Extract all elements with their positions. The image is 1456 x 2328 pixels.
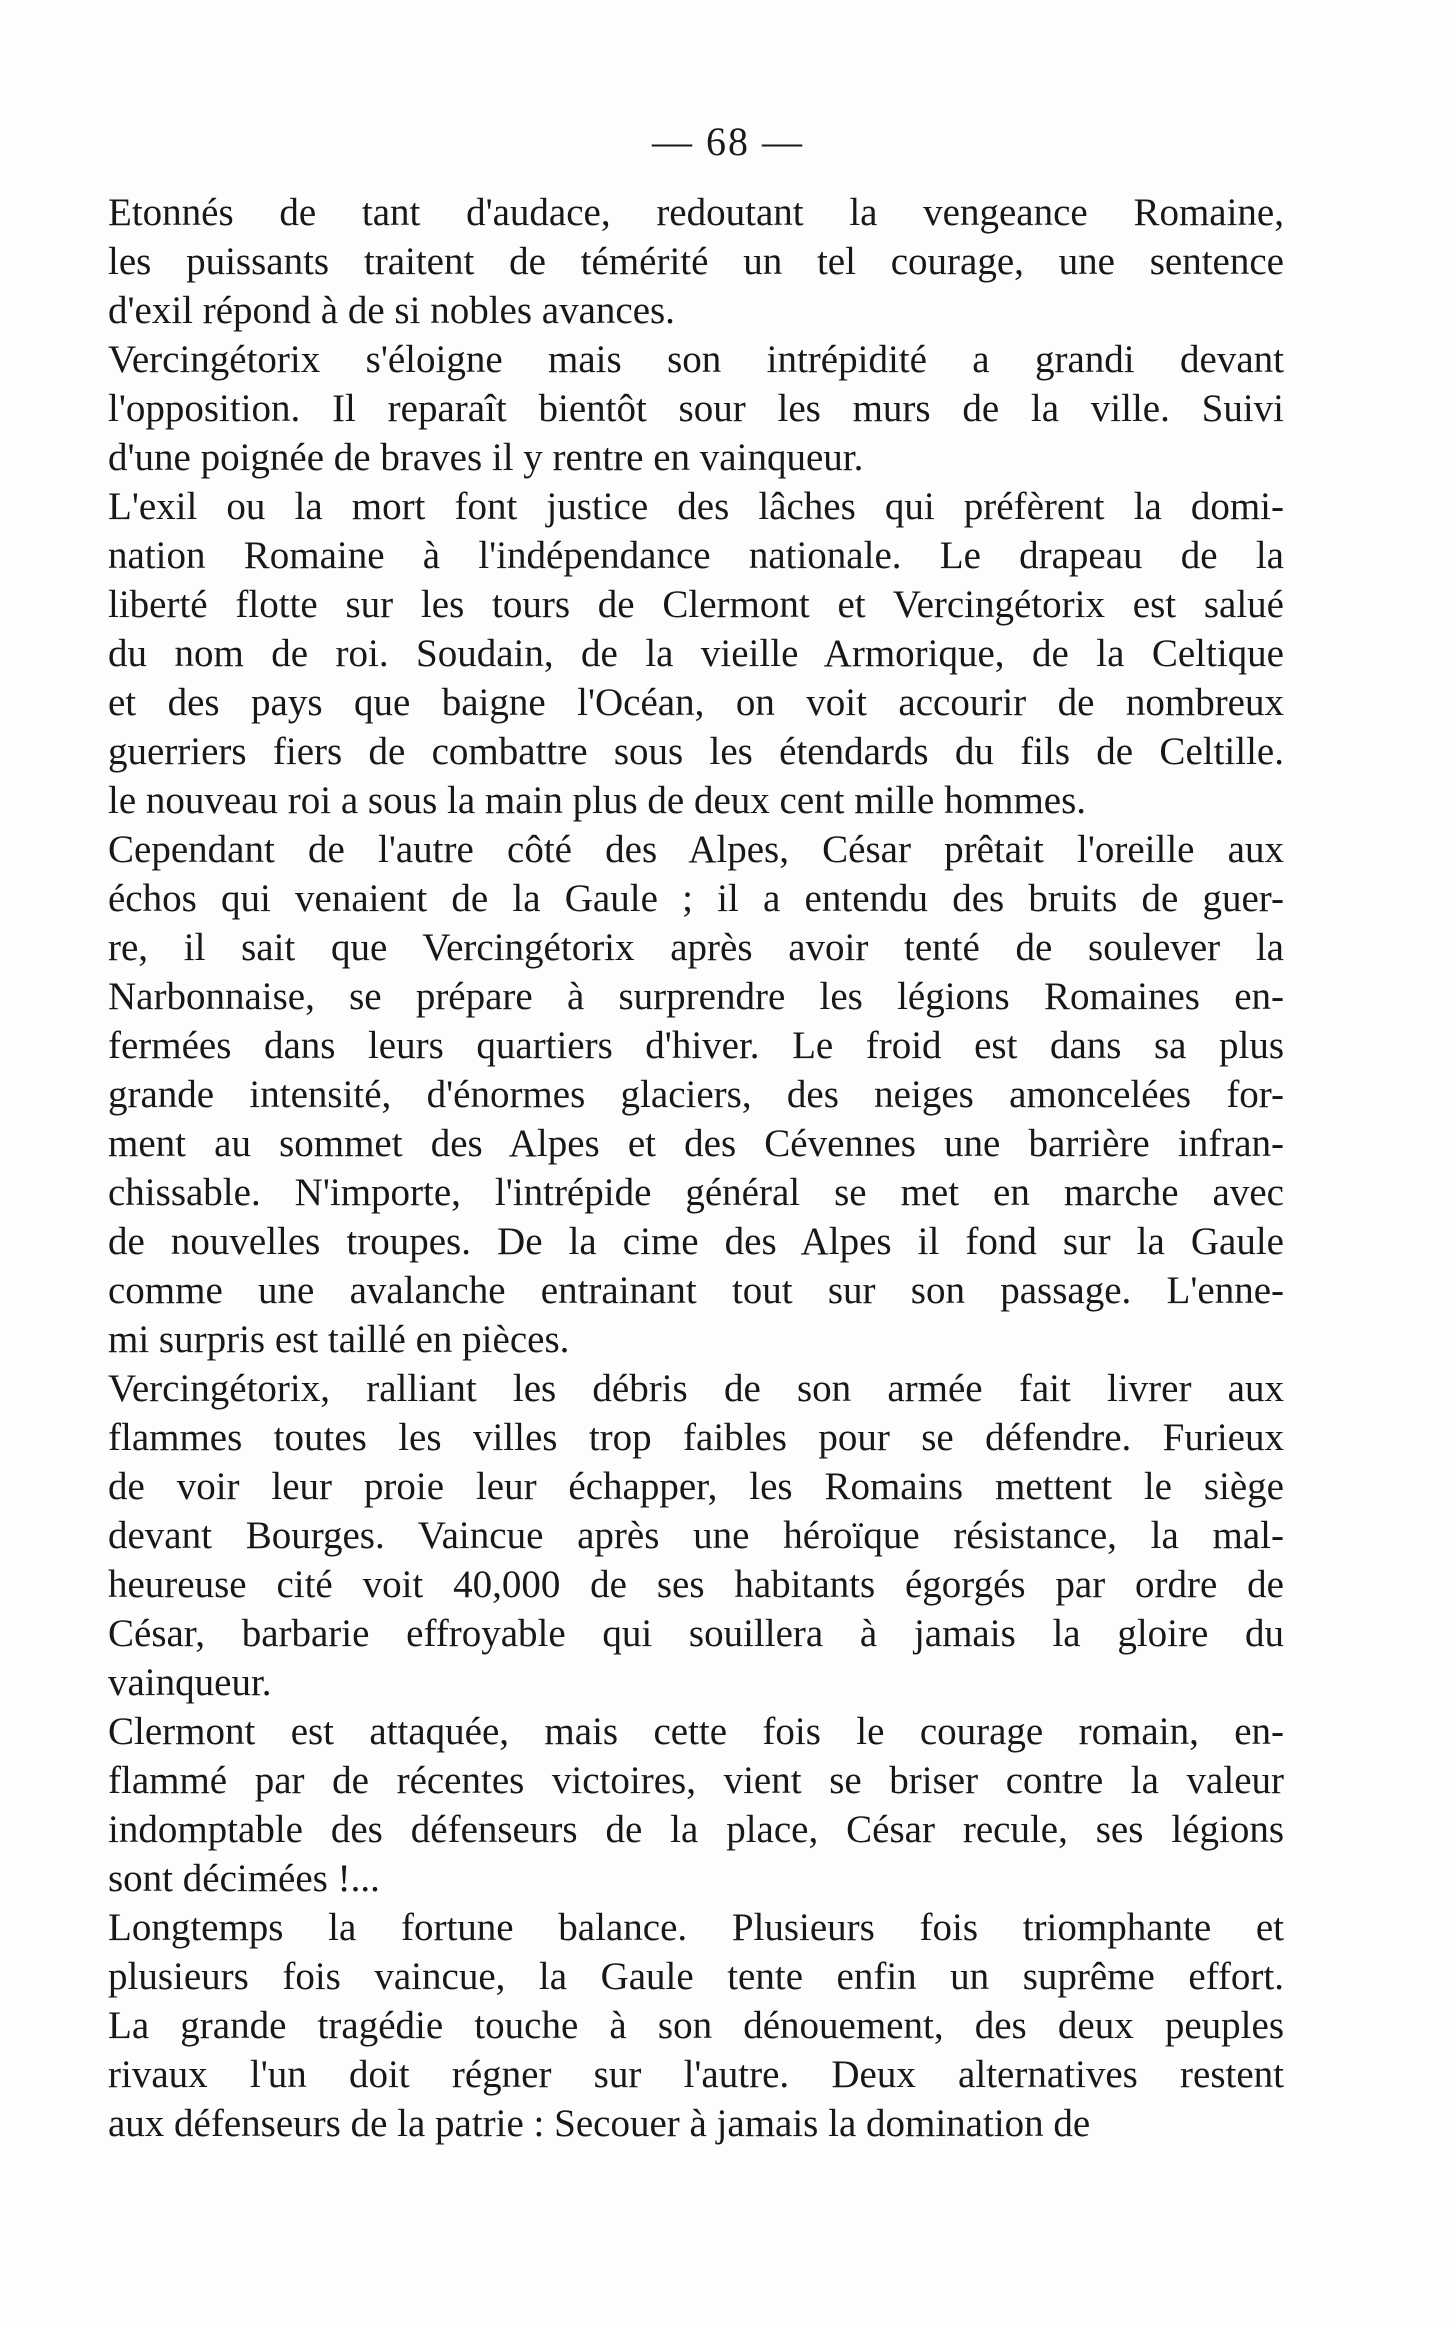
text-line: Vercingétorix, ralliant les débris de son armée fait livrer aux (108, 1367, 1284, 1410)
text-line: Cependant de l'autre côté des Alpes, César prêtait l'oreille aux (108, 828, 1284, 871)
text-line: fermées dans leurs quartiers d'hiver. Le froid est dans sa plus (108, 1024, 1284, 1067)
text-line: le nouveau roi a sous la main plus de deux cent mille hommes. (108, 779, 1087, 822)
text-line: sont décimées !... (108, 1857, 380, 1900)
paragraph (108, 188, 1284, 335)
text-line: d'une poignée de braves il y rentre en vainqueur. (108, 436, 864, 479)
text-line: grande intensité, d'énormes glaciers, des neiges amoncelées for- (108, 1073, 1284, 1116)
text-line: indomptable des défenseurs de la place, César recule, ses légions (108, 1808, 1284, 1851)
paragraph (108, 482, 1284, 825)
text-line: flammes toutes les villes trop faibles pour se défendre. Furieux (108, 1416, 1284, 1459)
text-line: aux défenseurs de la patrie : Secouer à jamais la domination de (108, 2102, 1091, 2145)
text-line: d'exil répond à de si nobles avances. (108, 289, 675, 332)
text-line: de nouvelles troupes. De la cime des Alpes il fond sur la Gaule (108, 1220, 1284, 1263)
text-line: devant Bourges. Vaincue après une héroïque résistance, la mal- (108, 1514, 1284, 1557)
text-line: et des pays que baigne l'Océan, on voit accourir de nombreux (108, 681, 1284, 724)
text-line: du nom de roi. Soudain, de la vieille Armorique, de la Celtique (108, 632, 1284, 675)
text-line: re, il sait que Vercingétorix après avoir tenté de soulever la (108, 926, 1284, 969)
text-line: comme une avalanche entrainant tout sur son passage. L'enne- (108, 1269, 1284, 1312)
text-line: de voir leur proie leur échapper, les Romains mettent le siège (108, 1465, 1284, 1508)
paragraph (108, 1707, 1284, 1903)
text-line: l'opposition. Il reparaît bientôt sour les murs de la ville. Suivi (108, 387, 1284, 430)
page-number: — 68 — (652, 119, 804, 164)
text-line: échos qui venaient de la Gaule ; il a entendu des bruits de guer- (108, 877, 1284, 920)
text-line: mi surpris est taillé en pièces. (108, 1318, 570, 1361)
text-line: plusieurs fois vaincue, la Gaule tente enfin un suprême effort. (108, 1955, 1284, 1998)
text-line: guerriers fiers de combattre sous les étendards du fils de Celtille. (108, 730, 1284, 773)
text-line: César, barbarie effroyable qui souillera à jamais la gloire du (108, 1612, 1284, 1655)
text-line: vainqueur. (108, 1661, 272, 1704)
body-text (108, 188, 1284, 2148)
text-line: Vercingétorix s'éloigne mais son intrépidité a grandi devant (108, 338, 1284, 381)
text-line: heureuse cité voit 40,000 de ses habitants égorgés par ordre de (108, 1563, 1284, 1606)
text-line: les puissants traitent de témérité un tel courage, une sentence (108, 240, 1284, 283)
text-line: Clermont est attaquée, mais cette fois le courage romain, en- (108, 1710, 1284, 1753)
text-line: L'exil ou la mort font justice des lâches qui préfèrent la domi- (108, 485, 1284, 528)
text-line: rivaux l'un doit régner sur l'autre. Deux alternatives restent (108, 2053, 1284, 2096)
paragraph (108, 825, 1284, 1364)
text-line: ment au sommet des Alpes et des Cévennes une barrière infran- (108, 1122, 1284, 1165)
paragraph (108, 1903, 1284, 2148)
text-line: La grande tragédie touche à son dénouement, des deux peuples (108, 2004, 1284, 2047)
text-line: liberté flotte sur les tours de Clermont et Vercingétorix est salué (108, 583, 1284, 626)
text-line: nation Romaine à l'indépendance nationale. Le drapeau de la (108, 534, 1284, 577)
text-line: Longtemps la fortune balance. Plusieurs fois triomphante et (108, 1906, 1284, 1949)
paragraph (108, 1364, 1284, 1707)
text-line: Narbonnaise, se prépare à surprendre les légions Romaines en- (108, 975, 1284, 1018)
text-line: flammé par de récentes victoires, vient se briser contre la valeur (108, 1759, 1284, 1802)
text-line: Etonnés de tant d'audace, redoutant la vengeance Romaine, (108, 191, 1284, 234)
paragraph (108, 335, 1284, 482)
text-line: chissable. N'importe, l'intrépide général se met en marche avec (108, 1171, 1284, 1214)
